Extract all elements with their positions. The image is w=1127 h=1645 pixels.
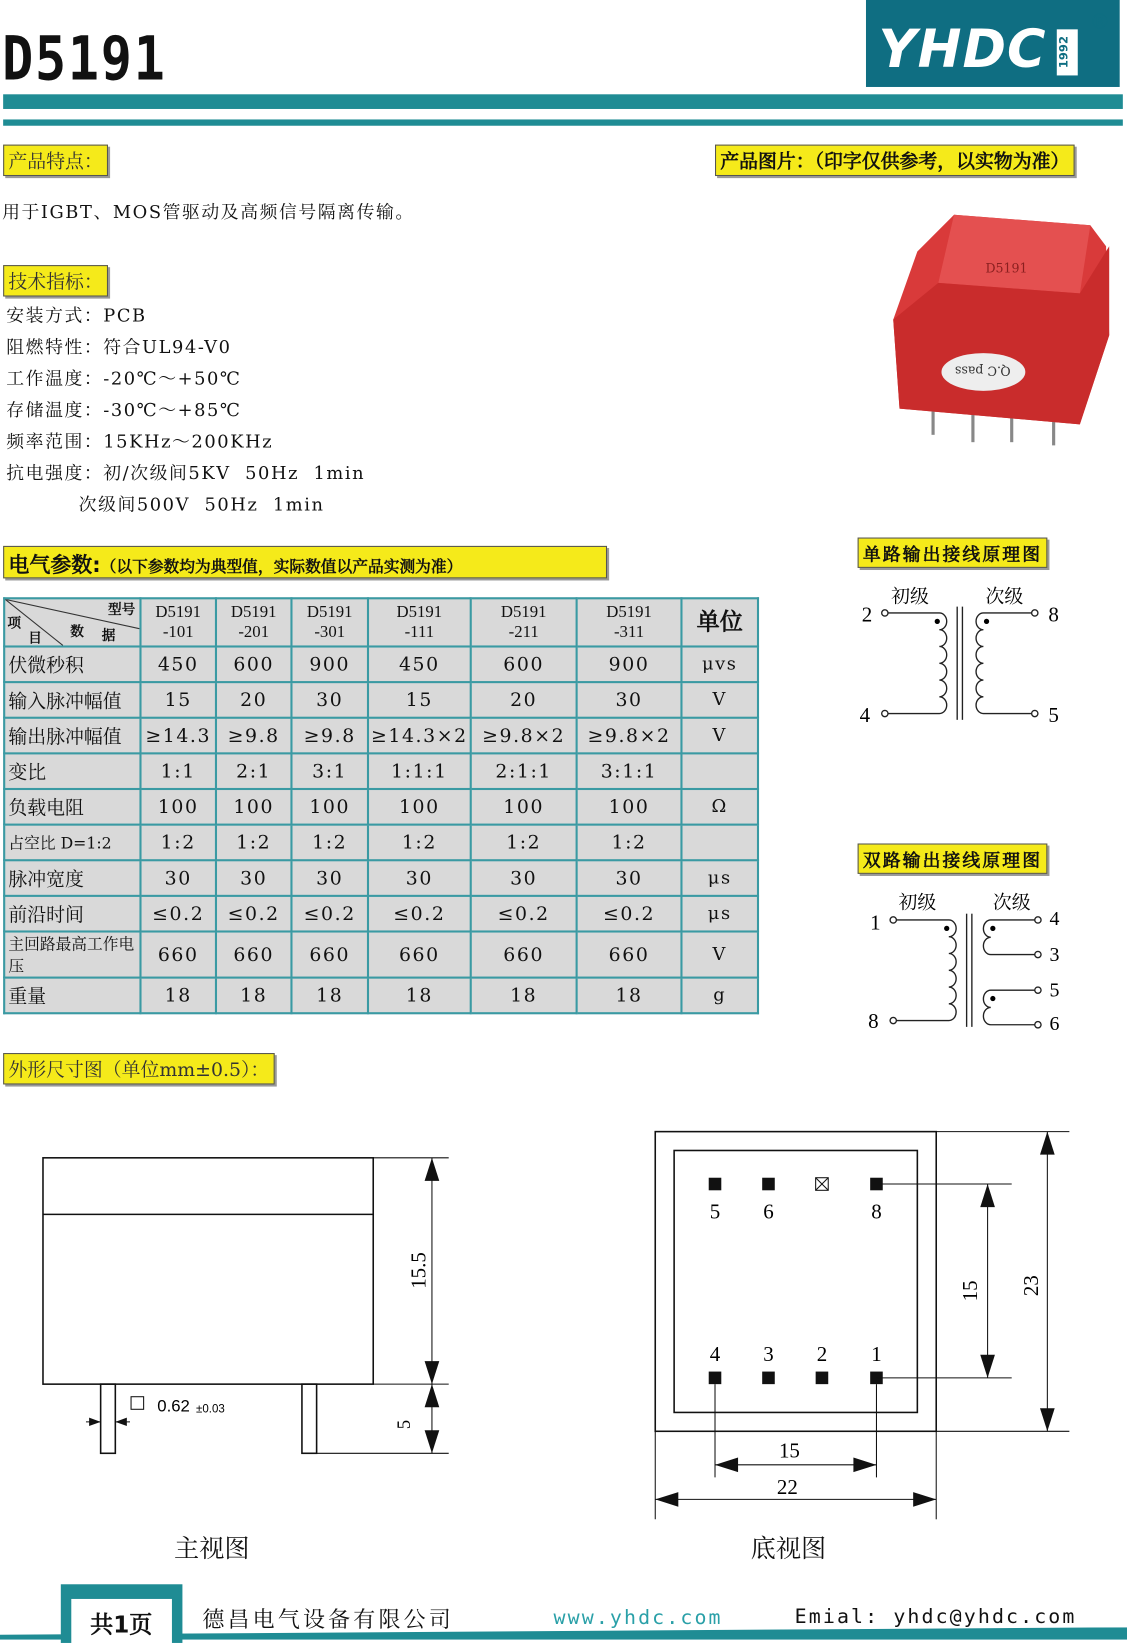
pin-label: 2 [861,602,873,627]
secondary-label: 次级 [985,586,1024,608]
cell-value: 30 [471,860,577,896]
spec-item: 存储温度：-30℃～+85℃ [6,400,242,422]
row-item: 输出脉冲幅值 [4,718,140,754]
model-header: D5191 -201 [216,598,291,646]
cell-value: 1:2 [368,825,471,861]
corner-model: 型号 [107,602,136,619]
cell-value: 30 [140,860,215,896]
front-view-drawing [31,1142,471,1467]
features-label: 产品特点： [3,145,108,176]
spec-item: 抗电强度：初/次级间5KV 50Hz 1min [6,463,366,485]
pin-label: 6 [1049,1012,1060,1035]
table-row [4,646,758,682]
pin-label: 1 [871,1342,882,1367]
corner-item: 项 [7,616,21,632]
primary-label: 初级 [898,892,937,914]
row-unit [681,753,758,789]
page-count: 共1页 [90,1612,153,1639]
registered-mark: ® [1089,8,1111,34]
cell-value: ≥14.3 [140,718,215,754]
dim-pin-tolerance: ±0.03 [196,1403,225,1416]
cell-value: ≤0.2 [577,896,682,932]
cell-value: 600 [216,646,291,682]
spec-item: 安装方式：PCB [6,305,147,327]
row-item: 重量 [4,978,140,1014]
cell-value: 660 [577,931,682,977]
pin-label: 5 [709,1199,721,1224]
spec-item: 频率范围：15KHz～200KHz [6,431,274,453]
row-unit: Ω [681,789,758,825]
row-unit: V [681,718,758,754]
dim-body-height: 23 [1018,1275,1043,1297]
specs-label: 技术指标： [3,265,108,296]
pin-label: 1 [870,910,881,935]
corner-data: 数 [70,624,84,641]
photo-print-model: D5191 [985,260,1028,276]
table-row [4,718,758,754]
cell-value: ≥9.8 [216,718,291,754]
table-row [4,753,758,789]
electrical-title: 电气参数: [8,552,101,578]
pin-label: 8 [1048,602,1059,627]
row-unit: μvs [681,646,758,682]
pin-label: 5 [1049,979,1060,1002]
cell-value: 660 [368,931,471,977]
row-unit: μs [681,860,758,896]
cell-value: 100 [368,789,471,825]
product-title: D5191 [2,23,167,95]
cell-value: 100 [291,789,368,825]
model-header: D5191 -101 [140,598,215,646]
cell-value: 2:1:1 [471,753,577,789]
pin-label: 5 [1048,702,1059,727]
pin-label: 6 [763,1199,774,1224]
email-link[interactable]: Emial: yhdc@yhdc.com [794,1605,1077,1629]
cell-value: 30 [368,860,471,896]
table-row [4,825,758,861]
cell-value: ≤0.2 [368,896,471,932]
row-unit: μs [681,896,758,932]
corner-item: 目 [28,630,42,647]
cell-value: 100 [471,789,577,825]
row-unit [681,825,758,861]
cell-value: 3:1:1 [577,753,682,789]
product-photo [881,199,1122,461]
dim-pin-span-vertical: 15 [958,1280,983,1302]
cell-value: 15 [140,682,215,718]
secondary-label: 次级 [992,892,1031,914]
model-header: D5191 -301 [291,598,368,646]
dual-diagram-label: 双路输出接线原理图 [858,843,1048,873]
single-diagram-label: 单路输出接线原理图 [858,538,1048,568]
dim-pin-length: 5 [393,1419,415,1430]
table-row [4,860,758,896]
table-row [4,978,758,1014]
cell-value: 900 [291,646,368,682]
cell-value: 18 [140,978,215,1014]
row-item: 变比 [4,753,140,789]
cell-value: 1:2 [471,825,577,861]
cell-value: 1:2 [216,825,291,861]
cell-value: 30 [291,860,368,896]
pin-label: 8 [868,1008,879,1033]
logo-text: YHDC [878,18,1047,80]
cell-value: 100 [216,789,291,825]
pin-label: 4 [1049,908,1060,931]
dimensions-label: 外形尺寸图（单位mm±0.5）： [3,1053,274,1084]
model-header: D5191 -111 [368,598,471,646]
cell-value: 1:2 [577,825,682,861]
cell-value: 18 [291,978,368,1014]
corner-cell [4,598,140,646]
row-unit: V [681,682,758,718]
header-divider-thin [3,119,1123,125]
row-item: 前沿时间 [4,896,140,932]
cell-value: 30 [577,860,682,896]
cell-value: 1:2 [140,825,215,861]
table-row [4,789,758,825]
electrical-label [3,546,607,578]
row-unit: g [681,978,758,1014]
features-text: 用于IGBT、MOS管驱动及高频信号隔离传输。 [2,202,415,224]
cell-value: 18 [216,978,291,1014]
front-view-caption: 主视图 [174,1533,250,1564]
dim-pin-size: 0.62 [157,1396,190,1416]
dim-pin-span-horizontal: 15 [778,1438,800,1463]
cell-value: 30 [216,860,291,896]
model-header: D5191 -311 [577,598,682,646]
model-header: D5191 -211 [471,598,577,646]
pin-label: 4 [859,702,871,727]
cell-value: 100 [140,789,215,825]
row-unit: V [681,931,758,977]
pin-label: 4 [709,1342,721,1367]
cell-value: 20 [216,682,291,718]
row-item: 输入脉冲幅值 [4,682,140,718]
pin-label: 3 [1049,943,1060,966]
cell-value: 30 [577,682,682,718]
cell-value: ≥14.3×2 [368,718,471,754]
spec-item: 次级间500V 50Hz 1min [6,494,325,516]
cell-value: 660 [291,931,368,977]
dim-body-width: 22 [776,1475,798,1500]
dual-output-diagram [854,885,1095,1037]
row-item: 伏微秒积 [4,646,140,682]
cell-value: ≤0.2 [291,896,368,932]
cell-value: ≤0.2 [216,896,291,932]
row-item: 负载电阻 [4,789,140,825]
cell-value: 30 [291,682,368,718]
single-output-diagram [849,582,1090,734]
company-name: 德昌电气设备有限公司 [202,1607,454,1633]
website-link[interactable]: www.yhdc.com [553,1606,723,1630]
primary-label: 初级 [891,586,929,608]
cell-value: 660 [216,931,291,977]
cell-value: 660 [471,931,577,977]
cell-value: 18 [471,978,577,1014]
cell-value: 100 [577,789,682,825]
corner-data: 据 [101,628,116,645]
cell-value: ≤0.2 [471,896,577,932]
logo-year: 1992 [1057,29,1078,75]
table-row [4,682,758,718]
row-item: 主回路最高工作电压 [4,931,140,977]
bottom-view-drawing [640,1121,1080,1524]
header-divider [3,94,1123,109]
cell-value: 18 [577,978,682,1014]
cell-value: 450 [368,646,471,682]
pin-label: 8 [871,1199,882,1224]
spec-item: 工作温度：-20℃～+50℃ [6,368,242,390]
cell-value: 2:1 [216,753,291,789]
row-item: 占空比 D=1:2 [4,825,140,861]
cell-value: 1:1:1 [368,753,471,789]
dim-height: 15.5 [406,1252,431,1289]
electrical-table [3,597,759,1014]
electrical-note: （以下参数均为典型值，实际数值以产品实测为准） [100,557,463,577]
row-item: 脉冲宽度 [4,860,140,896]
bottom-view-caption: 底视图 [750,1533,827,1564]
cell-value: ≤0.2 [140,896,215,932]
table-header-row [4,598,758,646]
cell-value: 450 [140,646,215,682]
cell-value: 15 [368,682,471,718]
cell-value: 660 [140,931,215,977]
pin-label: 2 [816,1342,828,1367]
table-row [4,896,758,932]
pin-label: 3 [763,1342,774,1367]
cell-value: ≥9.8 [291,718,368,754]
table-row [4,931,758,977]
cell-value: ≥9.8×2 [471,718,577,754]
cell-value: 18 [368,978,471,1014]
photo-label: 产品图片：（印字仅供参考，以实物为准） [715,145,1075,176]
cell-value: 1:1 [140,753,215,789]
cell-value: 900 [577,646,682,682]
unit-header: 单位 [681,598,758,646]
photo-stamp: Q.C pass [954,363,1011,379]
cell-value: 20 [471,682,577,718]
cell-value: ≥9.8×2 [577,718,682,754]
spec-item: 阻燃特性：符合UL94-V0 [6,337,232,359]
cell-value: 600 [471,646,577,682]
yhdc-logo [866,0,1120,87]
specs-list [6,301,365,521]
cell-value: 1:2 [291,825,368,861]
cell-value: 3:1 [291,753,368,789]
